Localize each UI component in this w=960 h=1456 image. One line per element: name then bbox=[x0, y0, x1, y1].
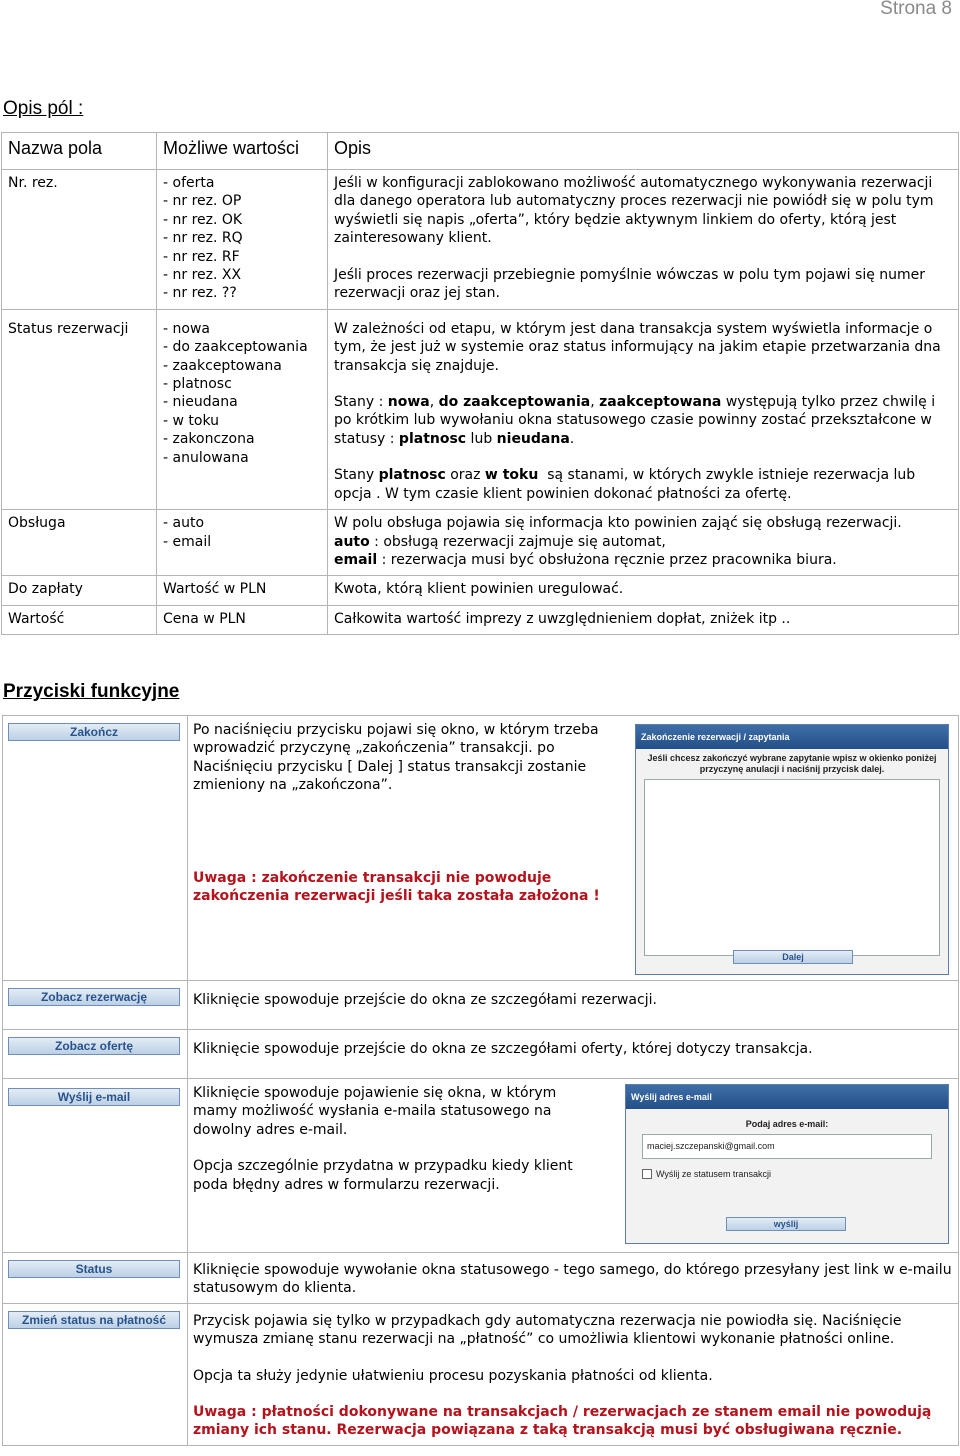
page-number: Strona 8 bbox=[880, 0, 952, 19]
field-name: Nr. rez. bbox=[2, 170, 157, 310]
description-line: email : rezerwacja musi być obsłużona ręcznie przez pracownika biura. bbox=[334, 551, 837, 568]
field-value: Wartość w PLN bbox=[157, 576, 328, 605]
dialog-label: Podaj adres e-mail: bbox=[745, 1119, 829, 1130]
table-row bbox=[3, 981, 959, 1030]
table-header-row bbox=[2, 133, 959, 170]
value-item: - nr rez. RQ bbox=[163, 230, 243, 247]
button-description: Kliknięcie spowoduje wywołanie okna statusowego - tego samego, do którego przesyłany jest link w e-mailu statusowym do klienta. bbox=[188, 1253, 959, 1304]
field-name: Do zapłaty bbox=[2, 576, 157, 605]
value-item: - nr rez. OK bbox=[163, 211, 243, 228]
field-name: Status rezerwacji bbox=[2, 309, 157, 509]
field-description bbox=[328, 170, 959, 310]
field-values bbox=[157, 170, 328, 310]
value-item: - nieudana bbox=[163, 394, 238, 411]
field-description bbox=[328, 510, 959, 576]
value-item: - anulowana bbox=[163, 449, 249, 466]
value-item: - nr rez. ?? bbox=[163, 285, 237, 302]
table-row bbox=[2, 170, 959, 310]
button-cell bbox=[3, 1303, 188, 1445]
table-row bbox=[3, 716, 959, 981]
checkbox-label: Wyślij ze statusem transakcji bbox=[656, 1168, 771, 1179]
status-button[interactable]: Status bbox=[8, 1260, 180, 1278]
table-row bbox=[3, 1303, 959, 1445]
field-description bbox=[328, 309, 959, 509]
description-line: W polu obsługa pojawia się informacja kto powinien zająć się obsługą rezerwacji. bbox=[334, 515, 902, 532]
status-checkbox-row[interactable] bbox=[642, 1165, 932, 1183]
field-value: Cena w PLN bbox=[157, 605, 328, 634]
description-paragraph: Opcja szczególnie przydatna w przypadku kiedy klient poda błędny adres w formularzu rezerwacji. bbox=[193, 1158, 573, 1193]
button-description bbox=[188, 716, 959, 981]
status-checkbox[interactable] bbox=[642, 1169, 652, 1179]
field-name: Wartość bbox=[2, 605, 157, 634]
description-text bbox=[193, 721, 633, 975]
fields-table bbox=[1, 132, 959, 635]
description-with-screenshot bbox=[193, 721, 953, 975]
finish-dialog-screenshot bbox=[635, 724, 949, 975]
description-paragraph: Kliknięcie spowoduje pojawienie się okna, w którym mamy możliwość wysłania e-maila statusowego na dowolny adres e-mail. bbox=[193, 1085, 557, 1138]
view-reservation-button[interactable]: Zobacz rezerwację bbox=[8, 988, 180, 1006]
next-button[interactable]: Dalej bbox=[733, 950, 853, 964]
button-description: Kliknięcie spowoduje przejście do okna ze szczegółami rezerwacji. bbox=[188, 981, 959, 1030]
table-row bbox=[3, 1030, 959, 1079]
description-paragraph: Po naciśnięciu przycisku pojawi się okno, w którym trzeba wprowadzić przyczynę „zakończenia” transakcji. po Naciśnięciu przycisku [ Dalej ] status transakcji zostanie zmieniony na „zakończona”. bbox=[193, 722, 599, 794]
description-paragraph: Opcja ta służy jedynie ułatwieniu procesu pozyskania płatności od klienta. bbox=[193, 1367, 713, 1384]
value-item: - zakonczona bbox=[163, 431, 255, 448]
description-paragraph: W zależności od etapu, w którym jest dana transakcja system wyświetla informacje o tym, że jest już w systemie oraz status informujący na jakim etapie przetwarzania dna transakcja się znajduje. bbox=[334, 320, 941, 374]
value-item: - platnosc bbox=[163, 376, 232, 393]
value-item: - nr rez. OP bbox=[163, 193, 242, 210]
warning-text: Uwaga : płatności dokonywane na transakcjach / rezerwacjach ze stanem email nie powodują zmiany ich stanu. Rezerwacja powiązana z taką transakcją musi być obsługiwana ręcznie. bbox=[193, 1404, 932, 1439]
section-title-fields: Opis pól : bbox=[3, 98, 84, 119]
button-description: Kliknięcie spowoduje przejście do okna ze szczegółami oferty, której dotyczy transakcja. bbox=[188, 1030, 959, 1079]
header-values: Możliwe wartości bbox=[157, 133, 328, 170]
button-description bbox=[188, 1303, 959, 1445]
button-cell bbox=[3, 1079, 188, 1253]
button-description bbox=[188, 1079, 959, 1253]
value-item: - auto bbox=[163, 515, 205, 532]
button-cell bbox=[3, 1030, 188, 1079]
section-title-buttons: Przyciski funkcyjne bbox=[3, 681, 180, 702]
description-with-screenshot bbox=[193, 1084, 953, 1244]
warning-text: Uwaga : zakończenie transakcji nie powoduje zakończenia rezerwacji jeśli taka została założona ! bbox=[193, 869, 600, 905]
field-values bbox=[157, 309, 328, 509]
description-paragraph: Jeśli w konfiguracji zablokowano możliwość automatycznego wykonywania rezerwacji dla danego operatora lub automatyczny proces rezerwacji nie powiódł się w polu tym wyświetli się napis „oferta”, który będzie aktywnym linkiem do oferty, którą jest zainteresowany klient. bbox=[334, 175, 934, 247]
field-description: Kwota, którą klient powinien uregulować. bbox=[328, 576, 959, 605]
table-row bbox=[2, 576, 959, 605]
table-row bbox=[3, 1079, 959, 1253]
email-field[interactable]: maciej.szczepanski@gmail.com bbox=[642, 1134, 932, 1158]
value-item: - oferta bbox=[163, 175, 215, 191]
table-row bbox=[2, 605, 959, 634]
dialog-message: Jeśli chcesz zakończyć wybrane zapytanie wpisz w okienko poniżej przyczynę anulacji i naciśnij przycisk dalej. bbox=[647, 753, 937, 775]
header-name: Nazwa pola bbox=[2, 133, 157, 170]
table-row bbox=[3, 1253, 959, 1304]
value-item: - do zaakceptowania bbox=[163, 339, 308, 356]
reason-textarea[interactable] bbox=[644, 779, 940, 956]
button-cell bbox=[3, 1253, 188, 1304]
change-status-to-payment-button[interactable]: Zmień status na płatność bbox=[8, 1311, 180, 1329]
description-text bbox=[193, 1084, 573, 1244]
value-item: - nr rez. XX bbox=[163, 267, 242, 284]
value-item: - email bbox=[163, 533, 212, 550]
field-name: Obsługa bbox=[2, 510, 157, 576]
send-email-dialog-screenshot bbox=[625, 1084, 949, 1244]
table-row bbox=[2, 309, 959, 509]
buttons-table bbox=[2, 715, 959, 1446]
field-description: Całkowita wartość imprezy z uwzględnieniem dopłat, zniżek itp .. bbox=[328, 605, 959, 634]
button-cell bbox=[3, 716, 188, 981]
value-item: - nr rez. RF bbox=[163, 248, 240, 265]
dialog-title: Zakończenie rezerwacji / zapytania bbox=[636, 725, 948, 749]
value-item: - zaakceptowana bbox=[163, 357, 282, 374]
finish-button[interactable]: Zakończ bbox=[8, 723, 180, 741]
send-email-button[interactable]: Wyślij e-mail bbox=[8, 1088, 180, 1106]
value-item: - nowa bbox=[163, 320, 210, 337]
send-button[interactable]: wyślij bbox=[726, 1217, 846, 1231]
description-line: auto : obsługą rezerwacji zajmuje się automat, bbox=[334, 533, 666, 550]
field-values bbox=[157, 510, 328, 576]
header-description: Opis bbox=[328, 133, 959, 170]
description-paragraph: Jeśli proces rezerwacji przebiegnie pomyślnie wówczas w polu tym pojawi się numer rezerwacji oraz jej stan. bbox=[334, 266, 926, 302]
description-paragraph: Przycisk pojawia się tylko w przypadkach gdy automatyczna rezerwacja nie powiodła się. Naciśnięcie wymusza zmianę stanu rezerwacji na „płatność” co umożliwia klientowi wykonanie płatności online. bbox=[193, 1312, 902, 1348]
view-offer-button[interactable]: Zobacz ofertę bbox=[8, 1037, 180, 1055]
button-cell bbox=[3, 981, 188, 1030]
dialog-title: Wyślij adres e-mail bbox=[626, 1085, 948, 1109]
description-paragraph: Stany : nowa, do zaakceptowania, zaakceptowana występują tylko przez chwilę i po krótkim lub wywołaniu okna statusowego czasie powinny zostać przekształcone w statusy : platnosc lub nieudana. bbox=[334, 394, 936, 447]
description-paragraph: Stany platnosc oraz w toku są stanami, w których zwykle istnieje rezerwacja lub opcja . W tym czasie klient powinien dokonać płatności za ofertę. bbox=[334, 467, 920, 502]
value-item: - w toku bbox=[163, 412, 220, 429]
table-row bbox=[2, 510, 959, 576]
